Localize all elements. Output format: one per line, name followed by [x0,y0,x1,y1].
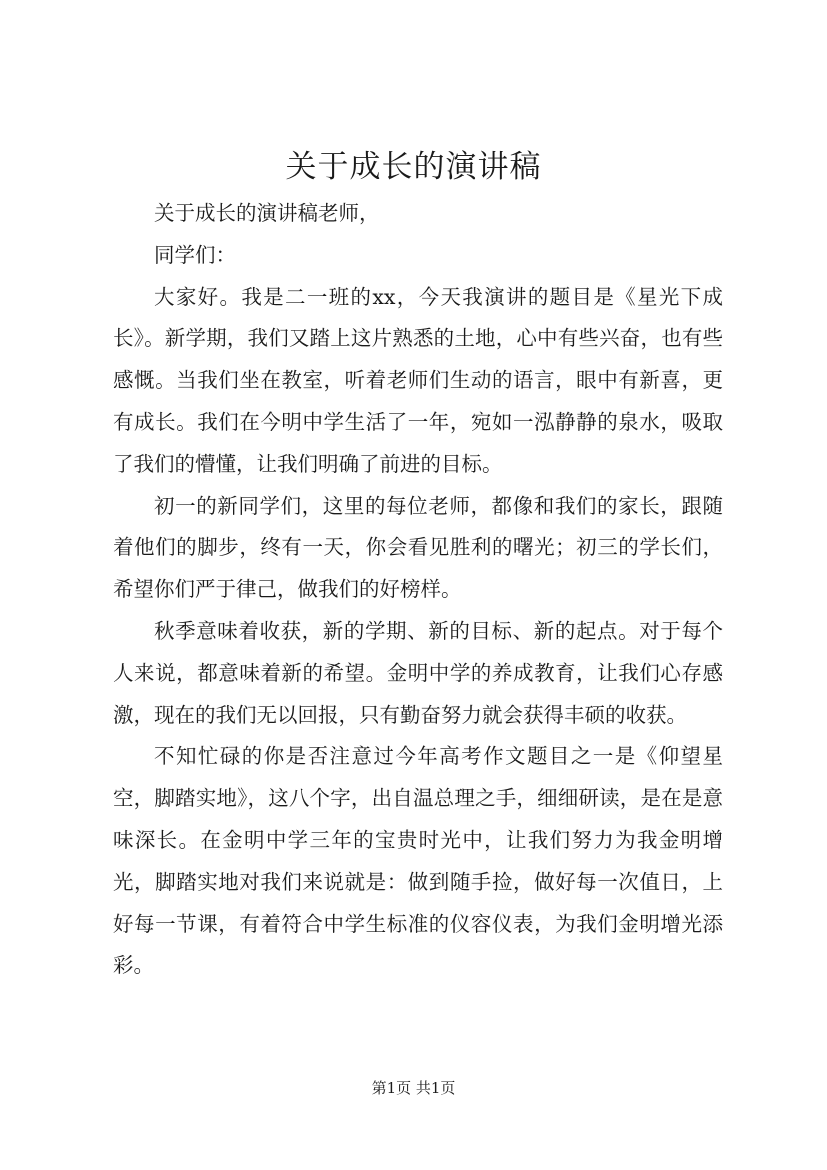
document-title: 关于成长的演讲稿 [285,149,542,185]
page-footer: 第1页 共1页 [371,1079,456,1097]
paragraph-autumn: 秋季意味着收获，新的学期、新的目标、新的起点。对于每个人来说，都意味着新的希望。金明中学的养成教育，让我们心存感激，现在的我们无以回报，只有勤奋努力就会获得丰硕的收获。 [113,618,723,727]
paragraph-audience: 同学们： [154,242,236,267]
paragraph-essay-topic: 不知忙碌的你是否注意过今年高考作文题目之一是《仰望星空，脚踏实地》，这八个字，出自温总理之手，细细研读，是在是意味深长。在金明中学三年的宝贵时光中，让我们努力为我金明增光，脚踏实地对我们来说就是：做到随手捡，做好每一次值日，上好每一节课，有着符合中学生标准的仪容仪表，为我们金明增光添彩。 [113,744,723,978]
paragraph-new-students: 初一的新同学们，这里的每位老师，都像和我们的家长，跟随着他们的脚步，终有一天，你会看见胜利的曙光；初三的学长们，希望你们严于律己，做我们的好榜样。 [113,493,723,602]
document-body [113,193,723,987]
paragraph-greeting: 大家好。我是二一班的xx，今天我演讲的题目是《星光下成长》。新学期，我们又踏上这片熟悉的土地，心中有些兴奋，也有些感慨。当我们坐在教室，听着老师们生动的语言，眼中有新喜，更有成长。我们在今明中学生活了一年，宛如一泓静静的泉水，吸取了我们的懵懂，让我们明确了前进的目标。 [113,284,723,476]
paragraph-salutation: 关于成长的演讲稿老师， [154,201,380,225]
